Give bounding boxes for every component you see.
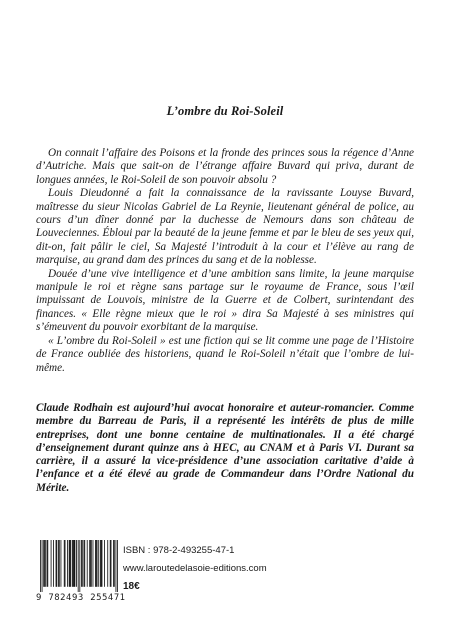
barcode-bar <box>74 540 75 587</box>
barcode-bar <box>58 540 59 587</box>
barcode-bar <box>97 540 98 587</box>
barcode-bar <box>96 540 97 587</box>
barcode-bar <box>74 540 75 587</box>
barcode-bar <box>70 540 71 587</box>
barcode-bar <box>53 540 54 587</box>
barcode-bar <box>73 540 74 587</box>
barcode-bar <box>98 540 99 587</box>
barcode-bar <box>42 540 43 592</box>
barcode-bar <box>78 540 79 592</box>
barcode-bar <box>56 540 57 587</box>
barcode-bar <box>107 540 108 587</box>
barcode-bar <box>67 540 68 587</box>
barcode-bar <box>76 540 77 587</box>
publisher-website: www.laroutedelasoie-editions.com <box>123 563 267 574</box>
barcode-bar <box>40 540 41 592</box>
isbn-text: ISBN : 978-2-493255-47-1 <box>123 545 235 556</box>
barcode-bars <box>40 540 118 592</box>
barcode-bar <box>64 540 65 587</box>
barcode-bar <box>101 540 102 587</box>
barcode-bar <box>44 540 45 587</box>
barcode-bar <box>82 540 83 587</box>
synopsis-paragraph: Louis Dieudonné a fait la connaissance de la ravissante Louyse Buvard, maîtresse du sieur Nicolas Gabriel de La Reynie, lieutenant général de police, au cours d’un dîner donné par la duchesse de Nemours dans son château de Louveciennes. Ébloui par la beauté de la jeune femme et par le bleu de ses yeux qui, dit-on, fait pâlir le ciel, Sa Majesté l’introduit à la cour et l’élève au rang de marquise, au grand dam des princes du sang et de la noblesse. <box>36 187 414 267</box>
barcode-bar <box>110 540 111 587</box>
barcode-bar <box>81 540 82 587</box>
synopsis-paragraph: « L’ombre du Roi-Soleil » est une fiction qui se lit comme une page de l’Histoire de France oubliée des historiens, quand le Roi-Soleil n’était que l’ombre de lui-même. <box>36 334 414 374</box>
barcode-bar <box>51 540 52 587</box>
barcode-bar <box>61 540 62 587</box>
barcode-bar <box>70 540 71 587</box>
barcode-bar <box>72 540 73 587</box>
author-bio <box>36 402 414 495</box>
barcode-bar <box>69 540 70 587</box>
barcode-bar <box>91 540 92 587</box>
publication-info <box>123 542 267 596</box>
book-title: L’ombre du Roi-Soleil <box>166 104 284 118</box>
synopsis-paragraph: On connait l’affaire des Poisons et la fronde des princes sous la régence d’Anne d’Autriche. Mais que sait-on de l’étrange affaire Buvard qui priva, durant de longues années, le Roi-Soleil de son pouvoir absolu ? <box>36 147 414 186</box>
barcode <box>36 540 126 604</box>
barcode-bar <box>84 540 85 587</box>
barcode-bar <box>116 540 117 592</box>
barcode-digits <box>36 592 126 604</box>
price: 18€ <box>123 581 140 592</box>
barcode-bar <box>65 540 66 587</box>
barcode-left-group: 782493 <box>48 593 84 603</box>
barcode-bar <box>102 540 103 587</box>
barcode-bar <box>104 540 105 587</box>
barcode-bar <box>113 540 114 587</box>
synopsis-paragraph: Douée d’une vive intelligence et d’une ambition sans limite, la jeune marquise manipule le roi et règne sans partage sur le royaume de France, sous l’œil impuissant de Louvois, ministre de la Guerre et de Colbert, surintendant des finances. « Elle règne mieux que le roi » dira Sa Majesté à ses ministres qui s’émeuvent du pouvoir exorbitant de la marquise. <box>36 267 414 334</box>
barcode-bar <box>87 540 88 587</box>
barcode-bar <box>114 540 115 587</box>
barcode-bar <box>45 540 46 587</box>
barcode-bar <box>95 540 96 587</box>
barcode-bar <box>93 540 94 587</box>
author-bio-text: Claude Rodhain est aujourd’hui avocat honoraire et auteur-romancier. Comme membre du Barreau de Paris, il a représenté les intérêts de plus de mille entreprises, dont une bonne centaine de multinationales. Il a été chargé d’enseignement durant quinze ans à HEC, au CNAM et à Paris VI. Durant sa carrière, il a assuré la vice-présidence d’une association caritative d’aide à l’enfance et a été élevé au grade de Commandeur dans l’Ordre National du Mérite. <box>36 402 414 494</box>
barcode-bar <box>90 540 91 587</box>
synopsis <box>36 147 414 375</box>
barcode-bar <box>59 540 60 587</box>
barcode-bar <box>89 540 90 587</box>
barcode-bar <box>111 540 112 587</box>
barcode-bar <box>100 540 101 587</box>
barcode-right-group: 255471 <box>90 593 126 603</box>
barcode-bar <box>117 540 118 592</box>
barcode-bar <box>47 540 48 587</box>
barcode-bar <box>47 540 48 587</box>
barcode-first-digit: 9 <box>36 593 42 603</box>
barcode-bar <box>43 540 44 587</box>
barcode-bar <box>79 540 80 592</box>
barcode-bar <box>56 540 57 587</box>
barcode-bar <box>84 540 85 587</box>
